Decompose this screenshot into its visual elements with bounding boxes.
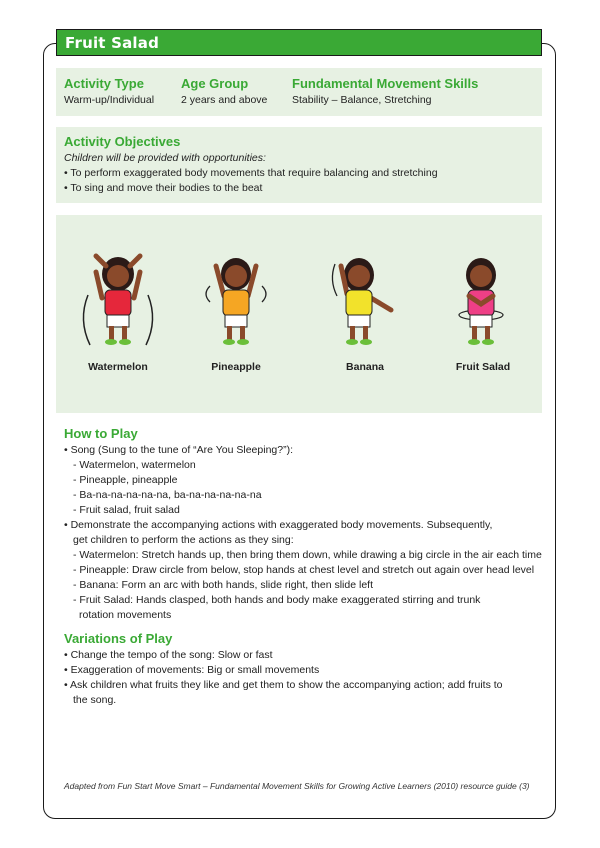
variation-item-cont: the song. [73, 694, 117, 706]
figures-illustration [56, 215, 542, 415]
activity-type-label: Activity Type [64, 76, 144, 91]
age-group-value: 2 years and above [181, 94, 268, 106]
objectives-heading: Activity Objectives [64, 134, 181, 149]
action-line: - Pineapple: Draw circle from below, stop hands at chest level and stretch out again over head level [73, 564, 535, 576]
how-to-play-heading: How to Play [64, 426, 138, 441]
info-panel [56, 68, 542, 116]
activity-type [64, 76, 154, 106]
activity-type-value: Warm-up/Individual [64, 94, 155, 106]
objective-item: • To perform exaggerated body movements that require balancing and stretching [64, 167, 438, 179]
variations-section [64, 631, 544, 708]
objectives-intro: Children will be provided with opportunities: [64, 152, 266, 164]
demo-line-cont: get children to perform the actions as they sing: [73, 534, 294, 546]
watermelon-figure-icon [83, 256, 152, 345]
age-group [181, 76, 267, 106]
variations-heading: Variations of Play [64, 631, 173, 646]
movement-skills [292, 76, 478, 106]
source-footnote: Adapted from Fun Start Move Smart – Fundamental Movement Skills for Growing Active Learners (2010) resource guide (3) [64, 781, 530, 791]
skills-label: Fundamental Movement Skills [292, 76, 479, 91]
objective-item: • To sing and move their bodies to the beat [64, 182, 263, 194]
demo-line: • Demonstrate the accompanying actions with exaggerated body movements. Subsequently, [64, 519, 493, 531]
banana-figure-icon [332, 258, 391, 345]
figure-label-watermelon: Watermelon [88, 361, 148, 373]
figures-panel [56, 215, 542, 413]
pineapple-figure-icon [206, 258, 266, 345]
song-intro: • Song (Sung to the tune of “Are You Sleeping?”): [64, 444, 294, 456]
action-line: - Watermelon: Stretch hands up, then bring them down, while drawing a big circle in the air each time [73, 549, 542, 561]
skills-value: Stability – Balance, Stretching [292, 94, 432, 106]
variation-item: • Exaggeration of movements: Big or small movements [64, 664, 320, 676]
page-title: Fruit Salad [65, 34, 160, 52]
song-line: - Watermelon, watermelon [73, 459, 196, 471]
age-group-label: Age Group [181, 76, 249, 91]
objectives-panel [56, 127, 542, 203]
how-to-play-section [64, 426, 544, 623]
song-line: - Ba-na-na-na-na-na, ba-na-na-na-na-na [73, 489, 262, 501]
figure-label-pineapple: Pineapple [211, 361, 261, 373]
song-line: - Pineapple, pineapple [73, 474, 178, 486]
fruit-salad-figure-icon [459, 258, 503, 345]
song-line: - Fruit salad, fruit salad [73, 504, 180, 516]
variation-item: • Change the tempo of the song: Slow or fast [64, 649, 273, 661]
action-line: - Fruit Salad: Hands clasped, both hands and body make exaggerated stirring and trunk [73, 594, 481, 606]
title-bar [56, 29, 542, 56]
figure-label-fruit-salad: Fruit Salad [455, 361, 511, 373]
variation-item: • Ask children what fruits they like and get them to show the accompanying action; add fruits to [64, 679, 503, 691]
action-line-cont: rotation movements [79, 609, 172, 621]
figure-label-banana: Banana [346, 361, 384, 373]
action-line: - Banana: Form an arc with both hands, slide right, then slide left [73, 579, 373, 591]
